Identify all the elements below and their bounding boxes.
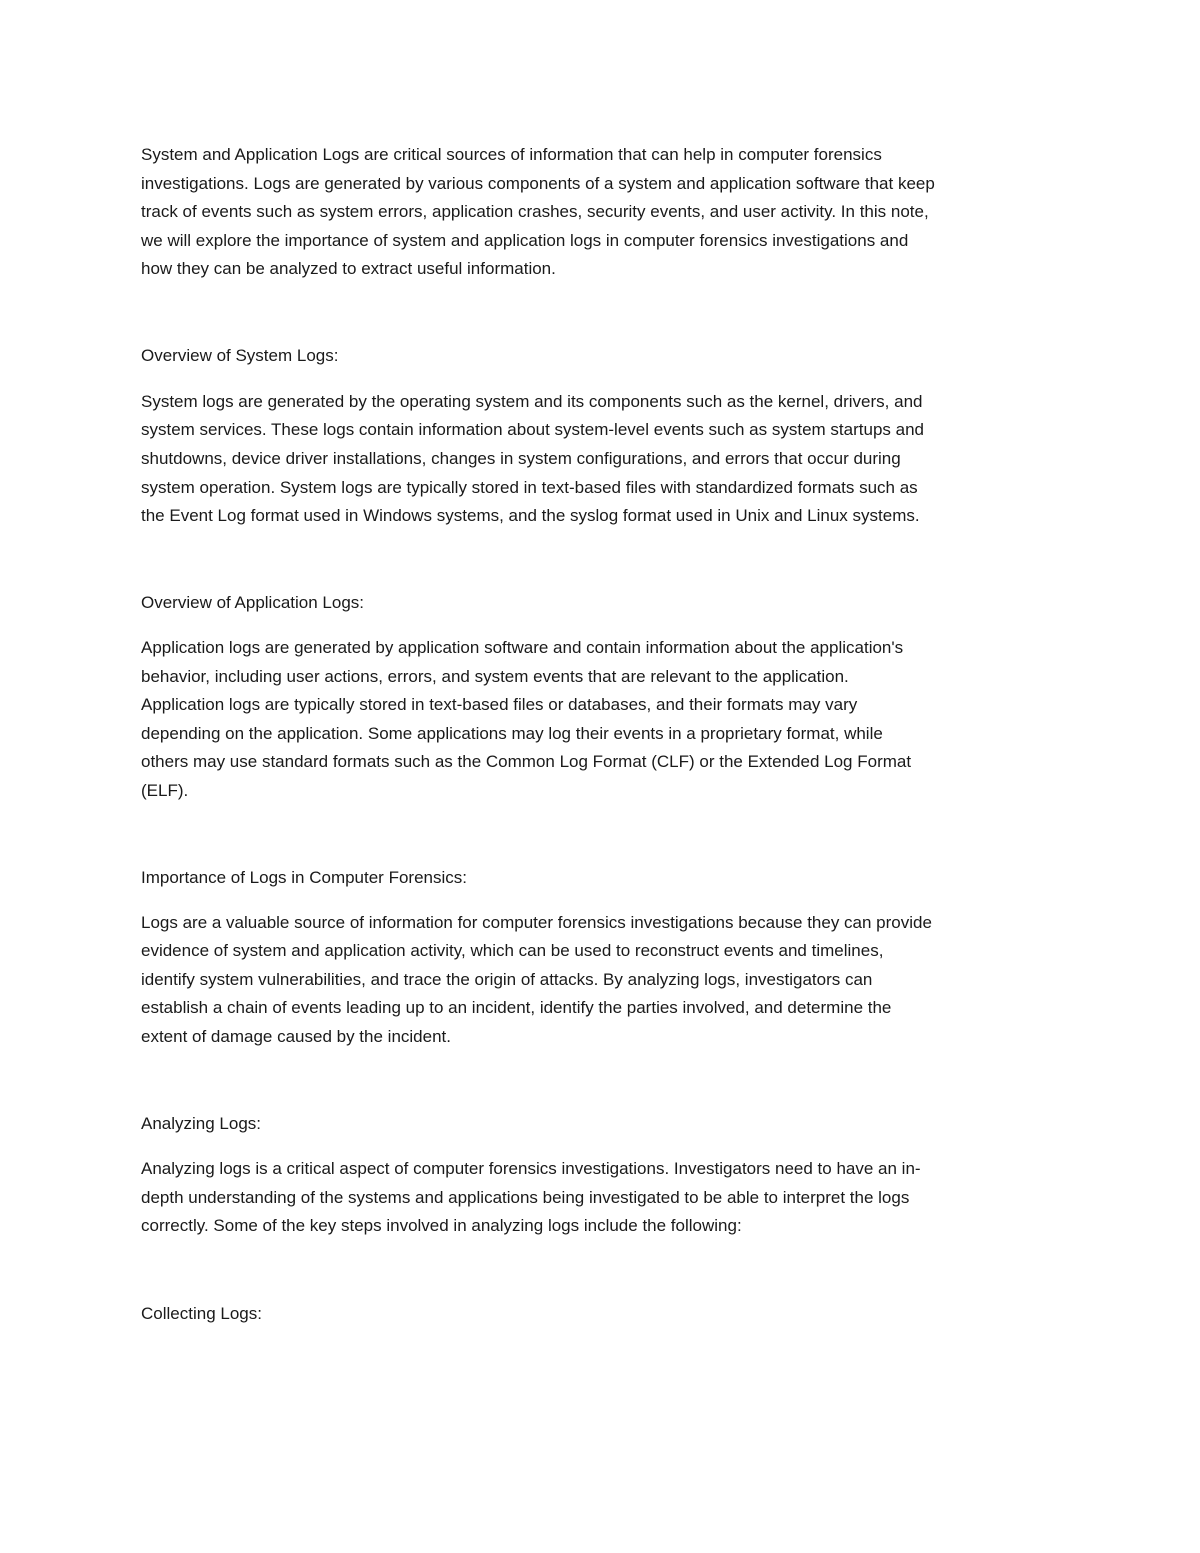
analyzing-line-3: correctly. Some of the key steps involved in analyzing logs include the following: [141, 1216, 742, 1235]
intro-line-5: how they can be analyzed to extract useful information. [141, 259, 556, 278]
system-logs-heading: Overview of System Logs: [141, 346, 339, 365]
application-logs-line-1: Application logs are generated by application software and contain information about the application's [141, 638, 904, 657]
intro-line-4: we will explore the importance of system and application logs in computer forensics investigations and [141, 231, 909, 250]
importance-line-5: extent of damage caused by the incident. [141, 1027, 451, 1046]
importance-heading: Importance of Logs in Computer Forensics: [141, 868, 467, 887]
application-logs-line-4: depending on the application. Some applications may log their events in a proprietary format, while [141, 724, 883, 743]
system-logs-line-1: System logs are generated by the operating system and its components such as the kernel, drivers, and [141, 392, 923, 411]
application-logs-line-2: behavior, including user actions, errors, and system events that are relevant to the application. [141, 667, 849, 686]
intro-line-2: investigations. Logs are generated by various components of a system and application software that keep [141, 174, 935, 193]
importance-line-3: identify system vulnerabilities, and trace the origin of attacks. By analyzing logs, investigators can [141, 970, 873, 989]
application-logs-line-6: (ELF). [141, 781, 189, 800]
system-logs-line-3: shutdowns, device driver installations, changes in system configurations, and errors that occur during [141, 449, 901, 468]
application-logs-heading: Overview of Application Logs: [141, 593, 365, 612]
intro-line-1: System and Application Logs are critical sources of information that can help in computer forensics [141, 145, 882, 164]
system-logs-line-4: system operation. System logs are typically stored in text-based files with standardized formats such as [141, 478, 918, 497]
application-logs-line-5: others may use standard formats such as the Common Log Format (CLF) or the Extended Log Format [141, 752, 912, 771]
importance-line-4: establish a chain of events leading up to an incident, identify the parties involved, and determine the [141, 998, 892, 1017]
importance-line-2: evidence of system and application activity, which can be used to reconstruct events and timelines, [141, 941, 884, 960]
collecting-heading: Collecting Logs: [141, 1304, 262, 1323]
system-logs-line-5: the Event Log format used in Windows systems, and the syslog format used in Unix and Linux systems. [141, 506, 920, 525]
application-logs-line-3: Application logs are typically stored in text-based files or databases, and their formats may vary [141, 695, 858, 714]
importance-line-1: Logs are a valuable source of information for computer forensics investigations because they can provide [141, 913, 932, 932]
system-logs-line-2: system services. These logs contain information about system-level events such as system startups and [141, 420, 924, 439]
intro-line-3: track of events such as system errors, application crashes, security events, and user activity. In this note, [141, 202, 929, 221]
analyzing-line-1: Analyzing logs is a critical aspect of computer forensics investigations. Investigators need to have an in- [141, 1159, 921, 1178]
analyzing-heading: Analyzing Logs: [141, 1114, 262, 1133]
analyzing-line-2: depth understanding of the systems and applications being investigated to be able to interpret the logs [141, 1188, 910, 1207]
